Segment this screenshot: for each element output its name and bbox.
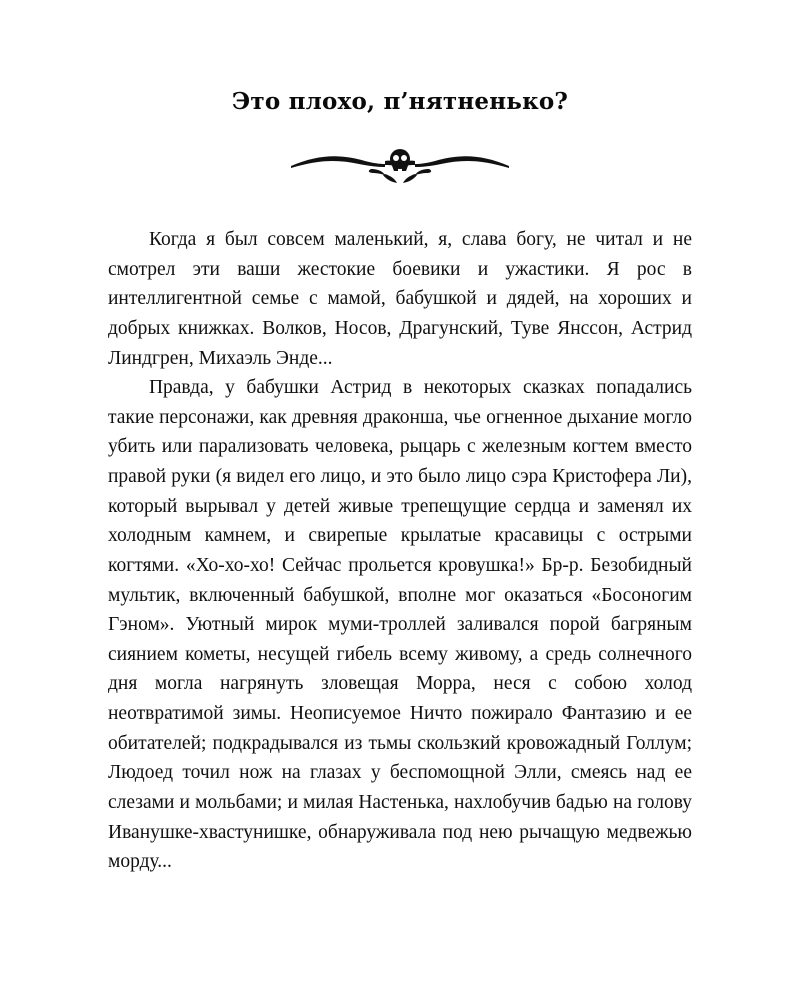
- skull-ornament-divider: [108, 141, 692, 187]
- paragraph: Правда, у бабушки Астрид в некоторых сказках попадались такие персонажи, как древняя драконша, чье огненное дыхание могло убить или парализовать человека, рыцарь с железным когтем вместо правой руки (я видел его лицо, и это было лицо сэра Кристофера Ли), который вырывал у детей живые трепещущие сердца и заменял их холодным камнем, и свирепые крылатые красавицы с острыми когтями. «Хо-хо-хо! Сейчас прольется кровушка!» Бр-р. Безобидный мультик, включенный бабушкой, вполне мог оказаться «Босоногим Гэном». Уютный мирок муми-троллей заливался порой багряным сиянием кометы, несущей гибель всему живому, а средь солнечного дня могла нагрянуть зловещая Морра, неся с собою холод неотвратимой зимы. Неописуемое Ничто пожирало Фантазию и ее обитателей; подкрадывался из тьмы скользкий кровожадный Голлум; Людоед точил нож на глазах у беспомощной Элли, смеясь над ее слезами и мольбами; и милая Настенька, нахлобучив бадью на голову Иванушке-хвастунишке, обнаруживала под нею рычащую медвежью морду...: [108, 377, 692, 873]
- page-title: Это плохо, п’нятненько?: [231, 88, 569, 115]
- skull-ornament-icon: [285, 141, 515, 187]
- paragraph: Когда я был совсем маленький, я, слава богу, не читал и не смотрел эти ваши жестокие боевики и ужастики. Я рос в интеллигентной семье с мамой, бабушкой и дядей, на хороших и добрых книжках. Волков, Носов, Драгунский, Туве Янссон, Астрид Линдгрен, Михаэль Энде...: [108, 229, 692, 369]
- page-content: [108, 0, 692, 877]
- body-text: [108, 225, 692, 877]
